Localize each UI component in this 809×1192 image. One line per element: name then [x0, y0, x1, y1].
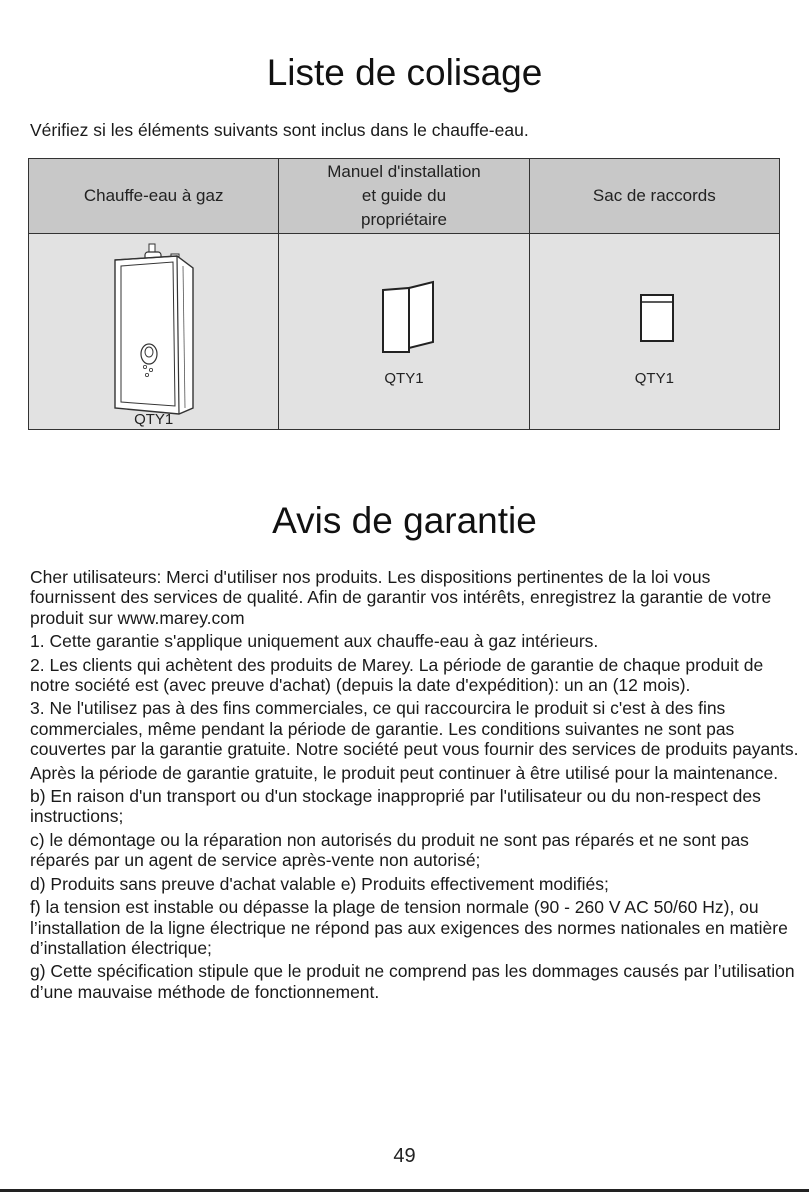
warranty-paragraph: Après la période de garantie gratuite, le produit peut continuer à être utilisé pour la maintenance.: [30, 762, 779, 783]
warranty-paragraph: c) le démontage ou la réparation non autorisés du produit ne sont pas réparés et ne sont pas réparés par un agent de service après-vente non autorisé;: [30, 829, 749, 871]
manual-icon: [381, 280, 437, 365]
warranty-title: Avis de garantie: [272, 500, 537, 541]
cell-water-heater: [29, 234, 279, 430]
warranty-paragraph: g) Cette spécification stipule que le produit ne comprend pas les dommages causés par l’utilisation d’une mauvaise méthode de fonctionnement.: [30, 961, 795, 1002]
warranty-paragraph: f) la tension est instable ou dépasse la plage de tension normale (90 - 260 V AC 50/60 Hz), ou l’installation de la ligne électrique ne répond pas aux exigences des normes nationales en matière d’installation électrique;: [30, 897, 788, 958]
page-number: 49: [393, 1145, 416, 1167]
warranty-paragraph: 3. Ne l'utilisez pas à des fins commerciales, ce qui raccourcira le produit si c'est à des fins commerciales, même pendant la période de garantie. Les conditions suivantes ne sont pas couvertes par la garantie gratuite. Notre société peut vous fournir des services de produits payants.: [30, 698, 799, 760]
column-header-fittings-bag: Sac de raccords: [529, 159, 779, 234]
warranty-paragraph: 2. Les clients qui achètent des produits de Marey. La période de garantie de chaque produit de notre société est (avec preuve d'achat) (depuis la date d'expédition): un an (12 mois).: [30, 654, 764, 696]
packing-table-item-row: [29, 234, 780, 430]
cell-fittings-bag: [529, 234, 779, 430]
warranty-body: [30, 567, 800, 1005]
packing-intro: Vérifiez si les éléments suivants sont inclus dans le chauffe-eau.: [30, 120, 529, 140]
qty-fittings-bag: QTY1: [634, 370, 674, 387]
warranty-paragraph: b) En raison d'un transport ou d'un stockage inapproprié par l'utilisateur ou du non-respect des instructions;: [30, 786, 761, 827]
packing-table: [28, 158, 780, 430]
warranty-paragraph: 1. Cette garantie s'applique uniquement aux chauffe-eau à gaz intérieurs.: [30, 631, 599, 652]
fittings-bag-icon: [638, 292, 678, 351]
warranty-paragraph: Cher utilisateurs: Merci d'utiliser nos produits. Les dispositions pertinentes de la loi vous fournissent des services de qualité. Afin de garantir vos intérêts, enregistrez la garantie de votre produit sur www.marey.com: [30, 567, 772, 628]
warranty-paragraph: d) Produits sans preuve d'achat valable e) Produits effectivement modifiés;: [30, 873, 609, 894]
column-header-water-heater: Chauffe-eau à gaz: [29, 159, 279, 234]
qty-manual: QTY1: [384, 370, 424, 387]
water-heater-icon: [107, 242, 203, 425]
qty-water-heater: QTY1: [134, 411, 174, 428]
packing-list-title: Liste de colisage: [266, 52, 543, 93]
packing-table-header-row: [29, 159, 780, 234]
column-header-manual: Manuel d'installation et guide du propriétaire: [279, 159, 529, 234]
cell-manual: [279, 234, 529, 430]
